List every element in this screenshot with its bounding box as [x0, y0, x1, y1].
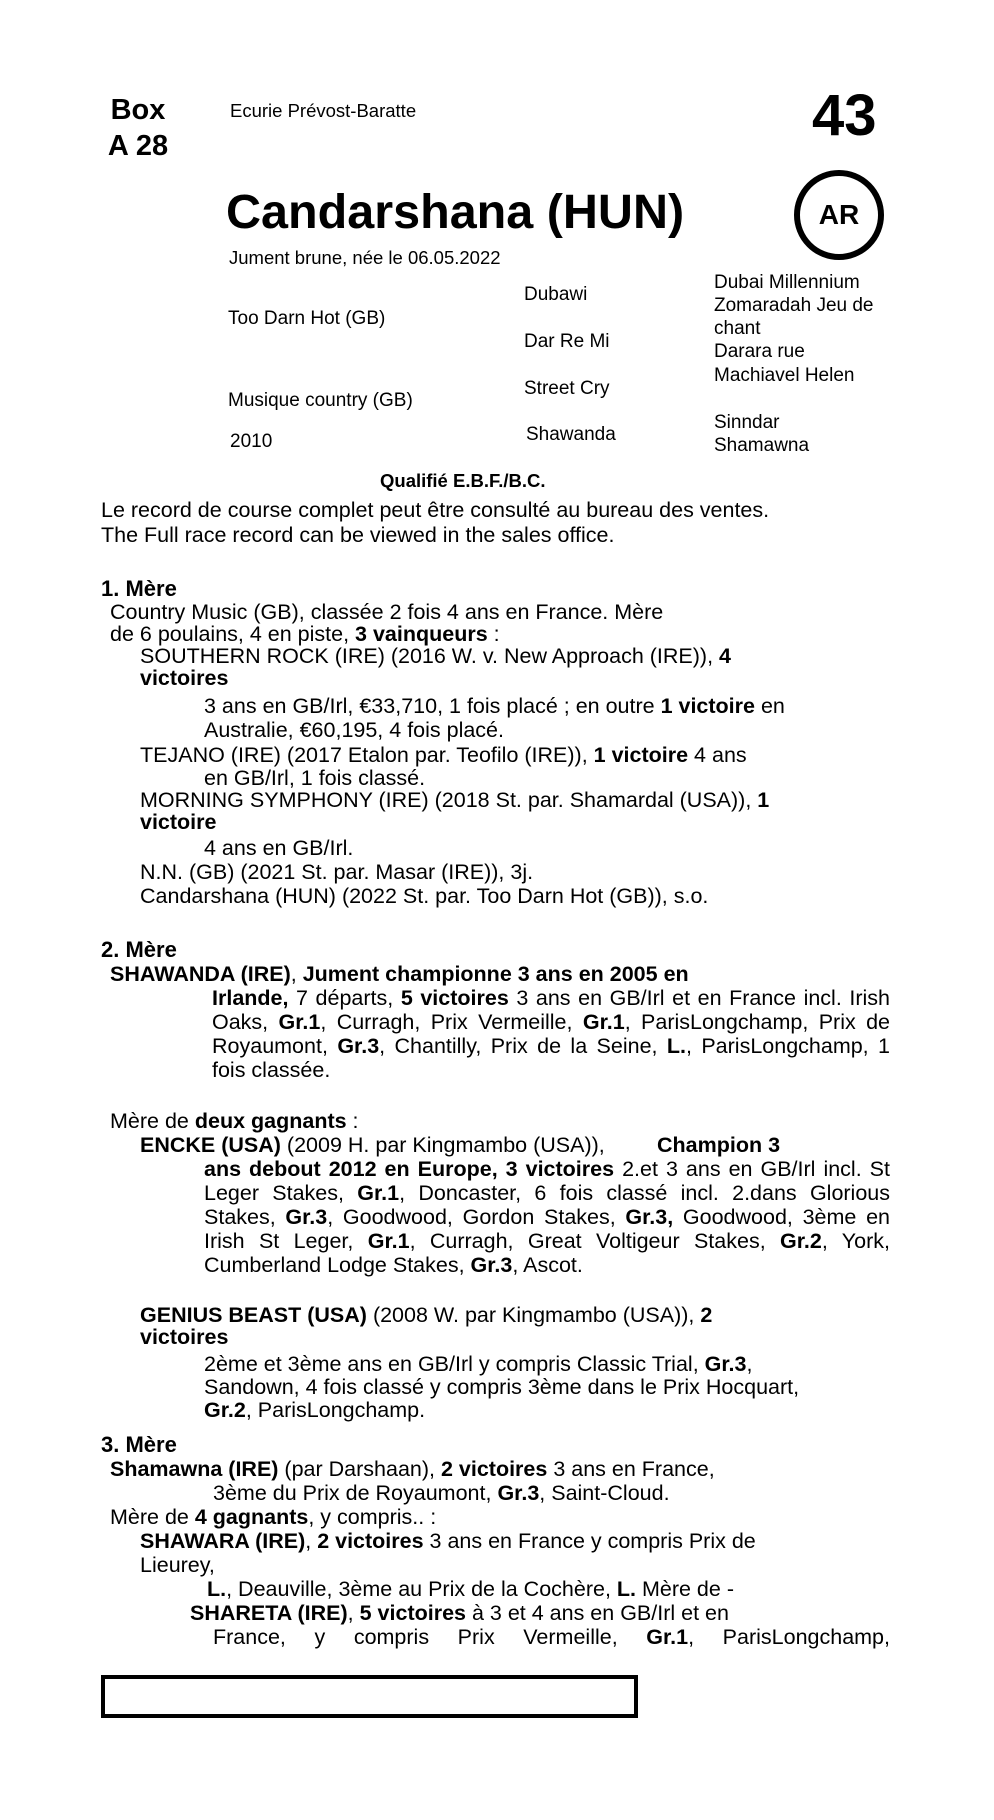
genius-beast-record — [204, 1353, 799, 1422]
produce-genius-beast — [140, 1304, 712, 1348]
text: (par Darshaan), — [278, 1457, 441, 1481]
text: , York, Cumberland Lodge Stakes, — [204, 1229, 890, 1277]
text: MORNING SYMPHONY (IRE) (2018 St. par. Shamardal (USA)), — [140, 788, 758, 812]
bold-text: victoires — [140, 1325, 229, 1349]
bold-text: SHAWARA (IRE) — [140, 1529, 306, 1553]
text: , Saint-Cloud. — [539, 1481, 670, 1505]
bold-text: L. — [207, 1577, 227, 1601]
pedigree-ancestor: Darara rue — [714, 341, 805, 362]
text: , ParisLongchamp, Prix de Royaumont, — [212, 1010, 890, 1058]
bold-text: L. — [616, 1577, 636, 1601]
produce-nn: N.N. (GB) (2021 St. par. Masar (IRE)), 3j. — [140, 860, 534, 884]
bold-text: Gr.3 — [470, 1253, 513, 1277]
produce-shawara — [140, 1529, 756, 1577]
bold-text: Gr.1 — [278, 1010, 321, 1034]
text: de 6 poulains, 4 en piste, — [110, 622, 356, 646]
shareta-record — [213, 1625, 890, 1649]
pedigree-grandsire: Dubawi — [524, 284, 588, 305]
bold-text: 1 — [757, 788, 770, 812]
encke-title-start — [657, 1133, 780, 1157]
text: Goodwood, 3ème en Irish St Leger, — [204, 1205, 890, 1253]
text-line: Country Music (GB), classée 2 fois 4 ans en France. Mère — [110, 600, 664, 624]
text: Mère de — [110, 1505, 195, 1529]
horse-description: Jument brune, née le 06.05.2022 — [229, 247, 501, 268]
produce-candarshana: Candarshana (HUN) (2022 St. par. Too Darn Hot (GB)), s.o. — [140, 884, 709, 908]
produce-details — [204, 694, 785, 742]
dam3-record — [213, 1481, 670, 1505]
pedigree-ancestor: Machiavel Helen — [714, 365, 855, 386]
bold-text: Gr.3 — [497, 1481, 540, 1505]
pedigree-ancestor: chant — [714, 318, 761, 339]
box-number: A 28 — [107, 130, 169, 162]
ar-badge-icon — [794, 170, 884, 260]
text-line — [140, 645, 731, 667]
bold-text: ENCKE (USA) — [140, 1133, 281, 1157]
text: Mère de - — [636, 1577, 734, 1601]
text: , y compris.. : — [308, 1505, 437, 1529]
bold-text: Gr.1 — [357, 1181, 400, 1205]
text: , — [305, 1529, 318, 1553]
bold-text: 5 victoires — [359, 1601, 466, 1625]
text: Mère de — [110, 1109, 195, 1133]
bold-text: Gr.1 — [646, 1625, 689, 1649]
bold-text: 2 victoires — [317, 1529, 424, 1553]
text: , ParisLongchamp. — [245, 1398, 426, 1422]
text-line — [204, 1353, 799, 1376]
text: , Goodwood, Gordon Stakes, — [327, 1205, 626, 1229]
text: 2ème et 3ème ans en GB/Irl y compris Classic Trial, — [204, 1352, 705, 1376]
consignor: Ecurie Prévost-Baratte — [230, 100, 417, 121]
bold-text: 2 — [700, 1303, 713, 1327]
text: : — [346, 1109, 359, 1133]
text: 7 départs, — [288, 986, 401, 1010]
pedigree-ancestor: Zomaradah Jeu de — [714, 295, 874, 316]
bold-text: Gr.3, — [625, 1205, 674, 1229]
produce-shareta — [190, 1601, 729, 1625]
produce-details: en GB/Irl, 1 fois classé. — [204, 766, 426, 790]
box-label: Box — [110, 94, 166, 126]
bold-text: Gr.3 — [285, 1205, 328, 1229]
bold-text: Gr.1 — [367, 1229, 410, 1253]
text: , Doncaster, 6 fois classé incl. 2.dans Glorious Stakes, — [204, 1181, 890, 1229]
pedigree-grandsire: Street Cry — [524, 378, 610, 399]
text-line — [140, 1326, 712, 1348]
text-line — [204, 1399, 799, 1422]
text: , Curragh, Great Voltigeur Stakes, — [409, 1229, 781, 1253]
pedigree-ancestor: Dubai Millennium — [714, 272, 860, 293]
produce-southern-rock — [140, 645, 731, 689]
text: (2009 H. par Kingmambo (USA)), — [280, 1133, 605, 1157]
text: , ParisLongchamp, — [688, 1625, 890, 1649]
text: , — [746, 1352, 753, 1376]
produce-encke — [140, 1133, 605, 1157]
text: (2008 W. par Kingmambo (USA)), — [366, 1303, 701, 1327]
encke-record-body — [204, 1157, 890, 1277]
dam2-heading — [110, 962, 689, 986]
pedigree-dam-year: 2010 — [230, 431, 273, 452]
pedigree-dam: Musique country (GB) — [228, 390, 413, 411]
text: TEJANO (IRE) (2017 Etalon par. Teofilo (IRE)), — [140, 743, 594, 767]
text-line: Australie, €60,195, 4 fois placé. — [204, 718, 504, 742]
bold-text: 1 victoire — [660, 694, 755, 718]
bold-text: Gr.2 — [204, 1398, 246, 1422]
bold-text: 4 gagnants — [194, 1505, 309, 1529]
section-title: 2. Mère — [101, 937, 177, 962]
dam-summary — [110, 601, 663, 645]
bold-text: victoires — [140, 666, 229, 690]
text: 3 ans en France, — [547, 1457, 715, 1481]
bold-text: L. — [666, 1034, 686, 1058]
bold-text: Jument championne 3 ans en 2005 en — [302, 962, 689, 986]
text: : — [487, 622, 500, 646]
text: , — [290, 962, 303, 986]
text: , ParisLongchamp, 1 fois classée. — [212, 1034, 890, 1082]
bold-text: 4 — [719, 644, 731, 668]
pedigree-sire: Too Darn Hot (GB) — [228, 308, 386, 329]
dam2-record — [212, 986, 890, 1082]
text: 3ème du Prix de Royaumont, — [213, 1481, 498, 1505]
empty-box — [101, 1675, 638, 1718]
produce-details: 4 ans en GB/Irl. — [204, 836, 354, 860]
text: , — [347, 1601, 360, 1625]
text: , Chantilly, Prix de la Seine, — [379, 1034, 667, 1058]
text: 2.et 3 ans en GB/Irl incl. St Leger Stakes, — [204, 1157, 890, 1205]
shawara-record — [207, 1577, 734, 1601]
bold-text: Gr.3 — [704, 1352, 747, 1376]
bold-text: Shamawna (IRE) — [110, 1457, 279, 1481]
pedigree-granddam: Dar Re Mi — [524, 331, 610, 352]
text: 3 ans en GB/Irl et en France incl. Irish Oaks, — [212, 986, 890, 1034]
notice-fr: Le record de course complet peut être consulté au bureau des ventes. — [101, 498, 770, 522]
horse-name: Candarshana (HUN) — [226, 185, 685, 239]
text: , Curragh, Prix Vermeille, — [320, 1010, 583, 1034]
text: 4 ans — [688, 743, 747, 767]
text: SOUTHERN ROCK (IRE) (2016 W. v. New Approach (IRE)), — [140, 644, 720, 668]
dam3-produce-heading — [110, 1505, 436, 1529]
bold-text: deux gagnants — [194, 1109, 347, 1133]
text-line — [140, 789, 769, 811]
ar-badge-label: AR — [818, 199, 860, 230]
text-line — [140, 1529, 756, 1553]
text: 3 ans en France y compris Prix de — [423, 1529, 756, 1553]
bold-text: 3 vainqueurs — [355, 622, 488, 646]
text-line — [140, 811, 769, 833]
bold-text: Gr.2 — [780, 1229, 822, 1253]
bold-text: victoire — [140, 810, 217, 834]
text: France, y compris Prix Vermeille, — [213, 1625, 647, 1649]
pedigree-ancestor: Shamawna — [714, 435, 810, 456]
bold-text: 5 victoires — [400, 986, 509, 1010]
bold-text: SHARETA (IRE) — [190, 1601, 348, 1625]
bold-text: Irlande, — [212, 986, 289, 1010]
bold-text: Gr.1 — [582, 1010, 625, 1034]
bold-text: 1 victoire — [593, 743, 689, 767]
produce-morning-symphony — [140, 789, 769, 833]
bold-text: SHAWANDA (IRE) — [110, 962, 291, 986]
text-line — [140, 1304, 712, 1326]
text-line — [140, 667, 731, 689]
text-line: Lieurey, — [140, 1553, 215, 1577]
text: , Deauville, 3ème au Prix de la Cochère, — [226, 1577, 617, 1601]
text-line — [204, 694, 785, 718]
dam2-produce-heading — [110, 1109, 359, 1133]
notice-en: The Full race record can be viewed in the sales office. — [101, 523, 615, 547]
bold-text: ans debout 2012 en Europe, 3 victoires — [204, 1157, 615, 1181]
section-title: 3. Mère — [101, 1432, 177, 1457]
text: à 3 et 4 ans en GB/Irl et en — [466, 1601, 729, 1625]
section-title: 1. Mère — [101, 576, 177, 601]
dam3-heading — [110, 1457, 715, 1481]
text-line — [110, 623, 663, 645]
produce-tejano — [140, 743, 747, 767]
text: , Ascot. — [512, 1253, 583, 1277]
bold-text: Champion 3 — [657, 1133, 781, 1157]
text-line: Sandown, 4 fois classé y compris 3ème dans le Prix Hocquart, — [204, 1375, 800, 1399]
box-location — [102, 92, 174, 164]
bold-text: 2 victoires — [440, 1457, 548, 1481]
lot-number: 43 — [812, 83, 877, 148]
qualification: Qualifié E.B.F./B.C. — [380, 470, 546, 491]
pedigree-granddam: Shawanda — [526, 424, 616, 445]
bold-text: GENIUS BEAST (USA) — [140, 1303, 367, 1327]
bold-text: Gr.3 — [337, 1034, 380, 1058]
text: en — [754, 694, 785, 718]
text: 3 ans en GB/Irl, €33,710, 1 fois placé ; en outre — [204, 694, 661, 718]
pedigree-ancestor: Sinndar — [714, 412, 780, 433]
